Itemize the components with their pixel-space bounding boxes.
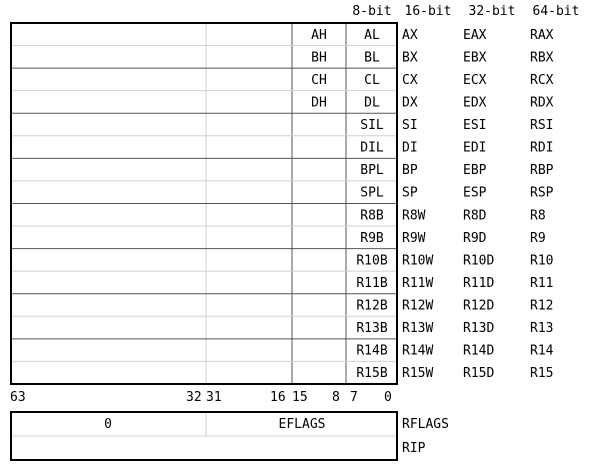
bit-label-8: 8: [332, 390, 340, 405]
reg-16bit: CX: [402, 72, 418, 88]
reg-64bit: R14: [530, 343, 554, 359]
rflags-label: RFLAGS: [402, 417, 449, 432]
reg-32bit: ECX: [463, 72, 487, 88]
reg-64bit: R11: [530, 275, 554, 291]
header-64bit: 64-bit: [532, 4, 580, 19]
header-8bit: 8-bit: [352, 4, 392, 19]
reg-32bit: R10D: [463, 253, 495, 269]
reg-low8: CL: [364, 72, 380, 88]
reg-64bit: R13: [530, 321, 554, 337]
bit-label-15: 15: [292, 390, 308, 405]
reg-low8: SPL: [360, 185, 384, 201]
reg-64bit: RDX: [530, 95, 554, 111]
reg-16bit: AX: [402, 27, 418, 43]
reg-32bit: ESP: [463, 185, 487, 201]
reg-low8: R14B: [356, 343, 388, 359]
reg-low8: AL: [364, 27, 380, 43]
reg-64bit: RDI: [530, 140, 554, 156]
reg-low8: SIL: [360, 118, 384, 134]
rflags-upper-zero: 0: [104, 417, 112, 432]
reg-64bit: RBP: [530, 163, 554, 179]
reg-64bit: RSI: [530, 118, 554, 134]
eflags-label: EFLAGS: [278, 417, 326, 432]
reg-16bit: R10W: [402, 253, 434, 269]
reg-low8: R13B: [356, 321, 388, 337]
reg-64bit: R15: [530, 366, 554, 382]
reg-32bit: R12D: [463, 298, 495, 314]
reg-16bit: BP: [402, 163, 418, 179]
reg-16bit: R15W: [402, 366, 434, 382]
reg-32bit: EBP: [463, 163, 487, 179]
reg-32bit: R11D: [463, 275, 495, 291]
header-32bit: 32-bit: [468, 4, 516, 19]
reg-32bit: EBX: [463, 50, 487, 66]
reg-16bit: DI: [402, 140, 418, 156]
reg-32bit: EDX: [463, 95, 487, 111]
reg-16bit: R13W: [402, 321, 434, 337]
rip-label: RIP: [402, 441, 426, 456]
reg-64bit: R9: [530, 230, 546, 246]
reg-16bit: R12W: [402, 298, 434, 314]
reg-low8: R15B: [356, 366, 388, 382]
reg-32bit: R9D: [463, 230, 487, 246]
reg-16bit: R9W: [402, 230, 426, 246]
reg-high8: CH: [311, 72, 327, 88]
flags-block: [11, 412, 449, 460]
reg-low8: DL: [364, 95, 380, 111]
reg-16bit: SI: [402, 118, 418, 134]
reg-16bit: DX: [402, 95, 418, 111]
reg-64bit: R8: [530, 208, 546, 224]
reg-low8: BL: [364, 50, 380, 66]
reg-64bit: RBX: [530, 50, 554, 66]
reg-64bit: RCX: [530, 72, 554, 88]
bit-label-63: 63: [10, 390, 26, 405]
reg-16bit: R8W: [402, 208, 426, 224]
reg-low8: BPL: [360, 163, 384, 179]
reg-low8: R11B: [356, 275, 388, 291]
reg-low8: R9B: [360, 230, 384, 246]
reg-low8: R8B: [360, 208, 384, 224]
bit-label-0: 0: [384, 390, 392, 405]
reg-high8: DH: [311, 95, 327, 111]
reg-64bit: R12: [530, 298, 554, 314]
bit-label-16: 16: [270, 390, 286, 405]
reg-64bit: R10: [530, 253, 554, 269]
reg-low8: R12B: [356, 298, 388, 314]
bit-label-7: 7: [350, 390, 358, 405]
bit-label-32: 32: [186, 390, 202, 405]
reg-64bit: RAX: [530, 27, 554, 43]
reg-32bit: R8D: [463, 208, 487, 224]
reg-32bit: EAX: [463, 27, 487, 43]
reg-32bit: R14D: [463, 343, 495, 359]
reg-16bit: R14W: [402, 343, 434, 359]
reg-32bit: R13D: [463, 321, 495, 337]
bit-label-31: 31: [206, 390, 222, 405]
reg-16bit: BX: [402, 50, 418, 66]
reg-32bit: EDI: [463, 140, 487, 156]
header-16bit: 16-bit: [404, 4, 452, 19]
reg-high8: AH: [311, 27, 327, 43]
reg-32bit: R15D: [463, 366, 495, 382]
reg-32bit: ESI: [463, 118, 487, 134]
reg-high8: BH: [311, 50, 327, 66]
reg-low8: R10B: [356, 253, 388, 269]
reg-low8: DIL: [360, 140, 384, 156]
row-separators: [11, 46, 397, 362]
reg-16bit: SP: [402, 185, 418, 201]
register-labels: [311, 28, 553, 381]
reg-64bit: RSP: [530, 185, 554, 201]
reg-16bit: R11W: [402, 275, 434, 291]
